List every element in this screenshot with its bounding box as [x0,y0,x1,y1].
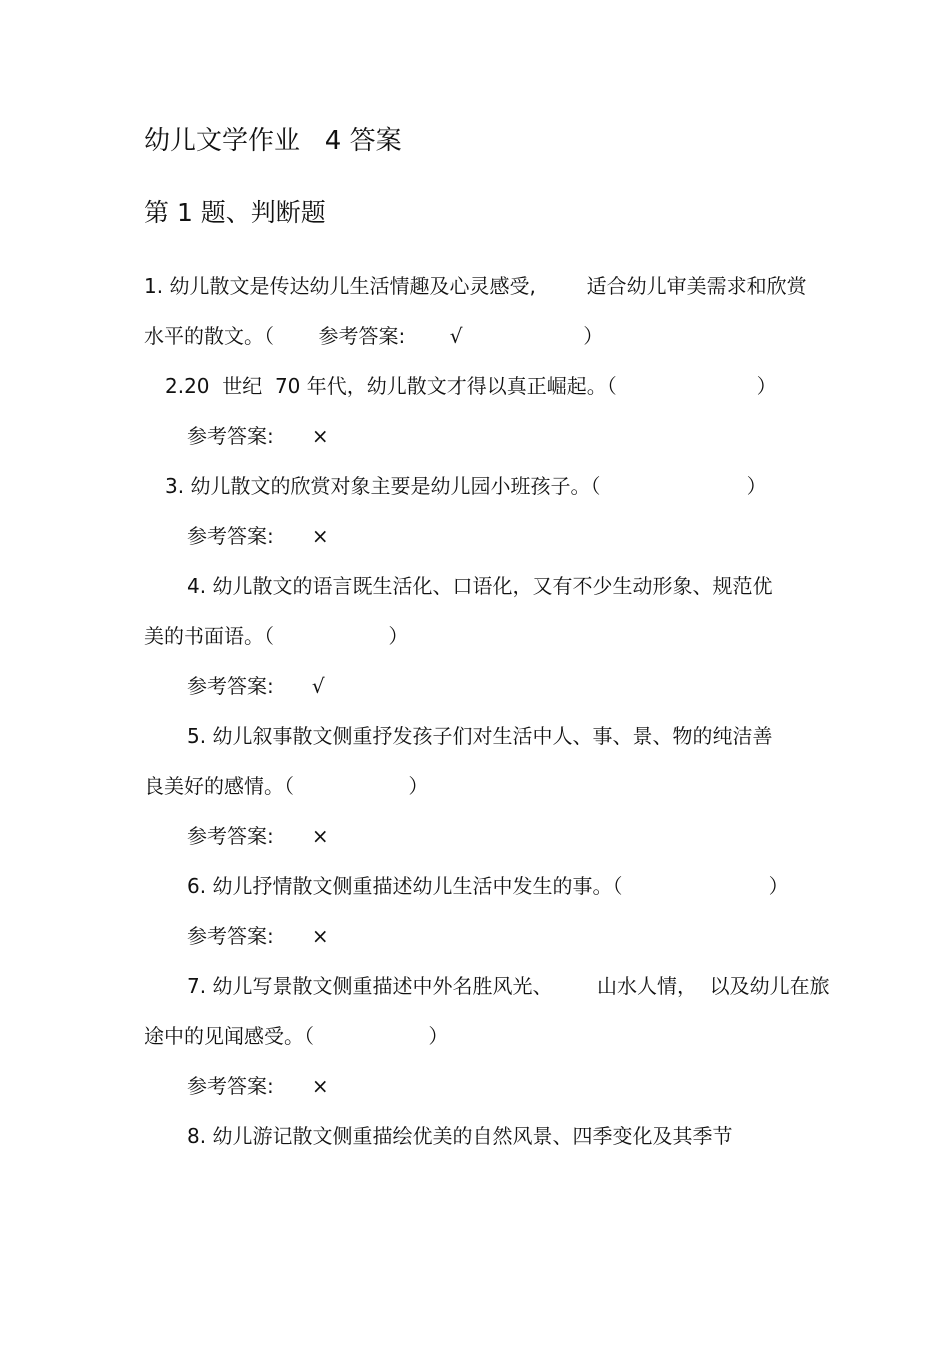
question-6-line: 6. 幼儿抒情散文侧重描述幼儿生活中发生的事。（ ） [187,874,789,898]
answer-4: 参考答案: √ [187,674,325,698]
question-5-line-1: 5. 幼儿叙事散文侧重抒发孩子们对生活中人、事、景、物的纯洁善 [187,724,773,748]
question-2-line: 2.20 世纪 70 年代，幼儿散文才得以真正崛起。（ ） [165,374,777,398]
question-4-line-2: 美的书面语。（ ） [144,624,409,648]
question-8-line-1: 8. 幼儿游记散文侧重描绘优美的自然风景、四季变化及其季节 [187,1124,733,1148]
section-heading: 第 1 题、判断题 [144,198,326,227]
question-7-line-2: 途中的见闻感受。（ ） [144,1024,449,1048]
question-7-line-1: 7. 幼儿写景散文侧重描述中外名胜风光、 山水人情， 以及幼儿在旅 [187,974,830,998]
question-5-line-2: 良美好的感情。（ ） [144,774,429,798]
question-1-line-1: 1. 幼儿散文是传达幼儿生活情趣及心灵感受, 适合幼儿审美需求和欣赏 [144,274,807,298]
answer-6: 参考答案: × [187,924,329,948]
answer-7: 参考答案: × [187,1074,329,1098]
question-3-line: 3. 幼儿散文的欣赏对象主要是幼儿园小班孩子。（ ） [165,474,767,498]
answer-3: 参考答案: × [187,524,329,548]
question-4-line-1: 4. 幼儿散文的语言既生活化、口语化，又有不少生动形象、规范优 [187,574,773,598]
answer-2: 参考答案: × [187,424,329,448]
document-title: 幼儿文学作业 4 答案 [144,126,402,156]
answer-5: 参考答案: × [187,824,329,848]
question-1-line-2: 水平的散文。（ 参考答案: √ ） [144,324,604,348]
